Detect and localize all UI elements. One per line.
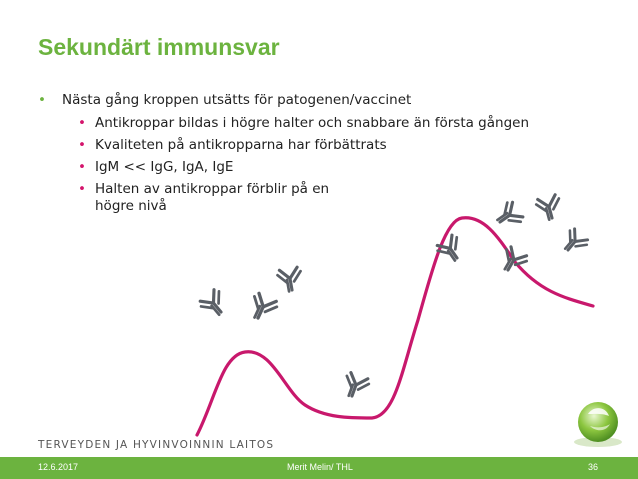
sub-bullet-text: IgM << IgG, IgA, IgE: [95, 159, 234, 175]
antibody-icon: [535, 194, 563, 222]
antibody-level-curve: [197, 218, 593, 435]
antibody-icon: [559, 227, 590, 257]
slide-title: Sekundärt immunsvar: [38, 34, 280, 60]
footer-date: 12.6.2017: [38, 462, 79, 472]
page-number: 36: [588, 462, 599, 472]
sub-bullet-dot-icon: •: [78, 181, 86, 197]
sub-bullet-text: Kvaliteten på antikropparna har förbättrats: [95, 137, 387, 153]
sub-bullet-text: Antikroppar bildas i högre halter och snabbare än första gången: [95, 115, 530, 131]
bullet-main-text: Nästa gång kroppen utsätts för patogenen/vaccinet: [62, 92, 412, 108]
footer-bar: [0, 457, 638, 479]
bullet-dot-icon: •: [38, 92, 46, 108]
footer-author: Merit Melin/ THL: [287, 462, 353, 472]
antibody-icon: [277, 267, 304, 293]
antibody-icon: [341, 372, 371, 401]
sub-bullet-dot-icon: •: [78, 137, 86, 153]
organization-name: TERVEYDEN JA HYVINVOINNIN LAITOS: [38, 439, 275, 451]
sub-bullet-text: Halten av antikroppar förblir på en högre nivå: [95, 181, 330, 214]
sub-bullet-dot-icon: •: [78, 115, 86, 131]
sub-bullet-dot-icon: •: [78, 159, 86, 175]
antibody-icons: [198, 194, 589, 401]
antibody-icon: [198, 288, 230, 320]
antibody-icon: [246, 292, 278, 324]
green-sphere-logo-icon: [574, 402, 622, 447]
antibody-icon: [493, 200, 525, 232]
